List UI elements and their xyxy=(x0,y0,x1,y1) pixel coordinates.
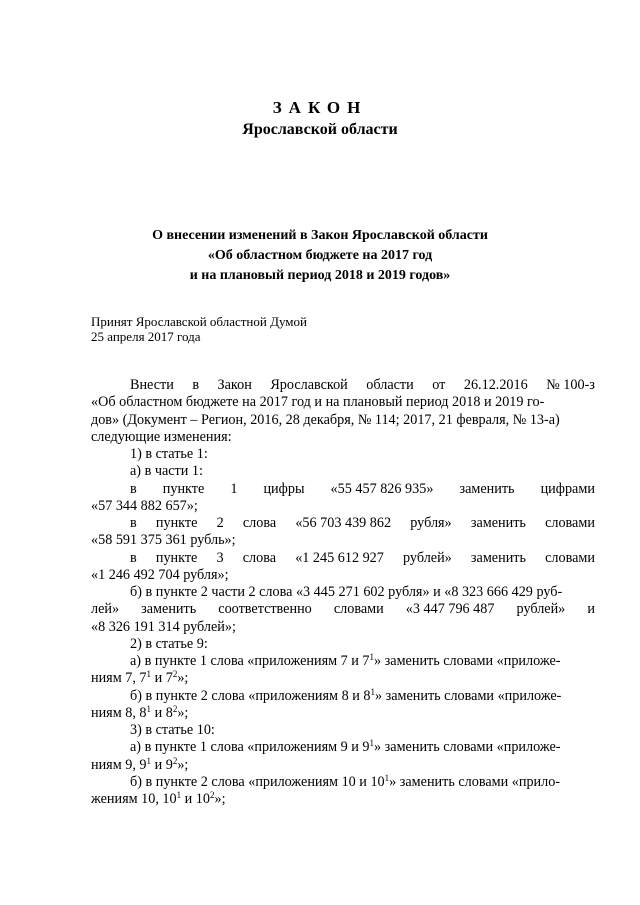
body-line xyxy=(91,481,595,498)
body-line: а) в пункте 1 слова «приложениям 9 и $9^1$» заменить словами «приложе- xyxy=(130,738,561,756)
body-word: «1 245 612 927 xyxy=(295,549,384,566)
body-word: соответственно xyxy=(218,601,312,618)
body-word: в xyxy=(130,515,137,531)
body-word: заменить xyxy=(141,601,197,618)
body-word: Ярославской xyxy=(270,377,348,393)
body-line: ниям 7, $7^1$ и $7^2$»; xyxy=(91,669,189,687)
document-body xyxy=(91,377,595,808)
body-line: б) в пункте 2 слова «приложениям 10 и $10^1$» заменить словами «прило- xyxy=(130,772,561,790)
body-word: словами xyxy=(545,549,595,566)
body-word: заменить xyxy=(470,515,526,531)
law-title: ЗАКОН xyxy=(272,98,368,117)
body-line: жениям 10, $10^1$ и $10^2$»; xyxy=(91,790,226,807)
body-line: ниям 8, $8^1$ и $8^2$»; xyxy=(91,703,189,721)
body-word: в xyxy=(130,549,137,566)
body-line: б) в пункте 2 слова «приложениям 8 и $8^1$» заменить словами «приложе- xyxy=(130,686,562,704)
body-line: «57 344 882 657»; xyxy=(91,497,198,514)
body-word: слова xyxy=(242,515,277,531)
body-line: б) в пункте 2 части 2 слова «3 445 271 602 рубля» и «8 323 666 429 руб- xyxy=(130,584,563,600)
body-word: лей» xyxy=(91,601,120,618)
document-name-line: и на плановый период 2018 и 2019 годов» xyxy=(189,268,451,283)
document-name-line: «Об областном бюджете на 2017 год xyxy=(207,248,433,263)
body-word: пункте xyxy=(155,549,198,566)
body-word: в xyxy=(192,377,200,393)
body-word: рублей» xyxy=(403,549,452,566)
body-word: пункте xyxy=(162,480,205,497)
body-word: области xyxy=(366,377,414,393)
body-word: от xyxy=(432,377,446,393)
body-line: ниям 9, $9^1$ и $9^2$»; xyxy=(91,755,189,773)
body-word: цифрами xyxy=(540,480,595,497)
body-word: «55 457 826 935» xyxy=(330,480,434,497)
body-word: словами xyxy=(545,515,595,531)
body-line: 2) в статье 9: xyxy=(130,635,208,652)
document-name-line: О внесении изменений в Закон Ярославской области xyxy=(152,228,488,243)
body-line xyxy=(91,601,595,618)
body-line: 1) в статье 1: xyxy=(130,446,208,462)
body-word: заменить xyxy=(470,549,526,566)
body-line: «8 326 191 314 рублей»; xyxy=(91,618,236,635)
adoption-body: Принят Ярославской областной Думой xyxy=(91,314,307,329)
body-line: 3) в статье 10: xyxy=(130,722,215,738)
body-word: слова xyxy=(242,549,277,566)
body-word: цифры xyxy=(263,480,305,497)
body-line: дов» (Документ – Регион, 2016, 28 декабря, № 114; 2017, 21 февраля, № 13-а) xyxy=(91,411,560,428)
body-word: «3 447 796 487 xyxy=(405,601,495,618)
body-word: «56 703 439 862 xyxy=(295,515,392,531)
body-word: 1 xyxy=(230,480,238,497)
body-word: № 100-з xyxy=(546,377,595,393)
body-word: словами xyxy=(333,601,384,618)
body-line xyxy=(91,550,595,567)
body-word: и xyxy=(587,601,595,618)
body-word: 26.12.2016 xyxy=(463,377,528,393)
adoption-info xyxy=(91,314,307,344)
body-word: рубля» xyxy=(410,515,452,531)
body-word: пункте xyxy=(155,515,198,531)
document-name xyxy=(60,226,580,286)
law-region: Ярославской области xyxy=(242,121,398,138)
body-word: 2 xyxy=(216,515,224,531)
body-word: в xyxy=(130,480,137,497)
body-word: Внести xyxy=(130,377,174,393)
adoption-date: 25 апреля 2017 года xyxy=(91,329,201,344)
body-line xyxy=(91,515,595,532)
body-word: 3 xyxy=(216,549,224,566)
body-line: «1 246 492 704 рубля»; xyxy=(91,566,229,583)
body-line: следующие изменения: xyxy=(91,428,232,445)
body-word: заменить xyxy=(459,480,515,497)
body-line: «Об областном бюджете на 2017 год и на плановый период 2018 и 2019 го- xyxy=(91,394,545,411)
body-line: а) в пункте 1 слова «приложениям 7 и $7^1$» заменить словами «приложе- xyxy=(130,652,561,669)
body-line: а) в части 1: xyxy=(130,463,203,480)
body-line xyxy=(91,377,595,394)
body-line: «58 591 375 361 рубль»; xyxy=(91,532,236,549)
body-word: рублей» xyxy=(516,601,566,618)
body-word: Закон xyxy=(217,377,252,393)
